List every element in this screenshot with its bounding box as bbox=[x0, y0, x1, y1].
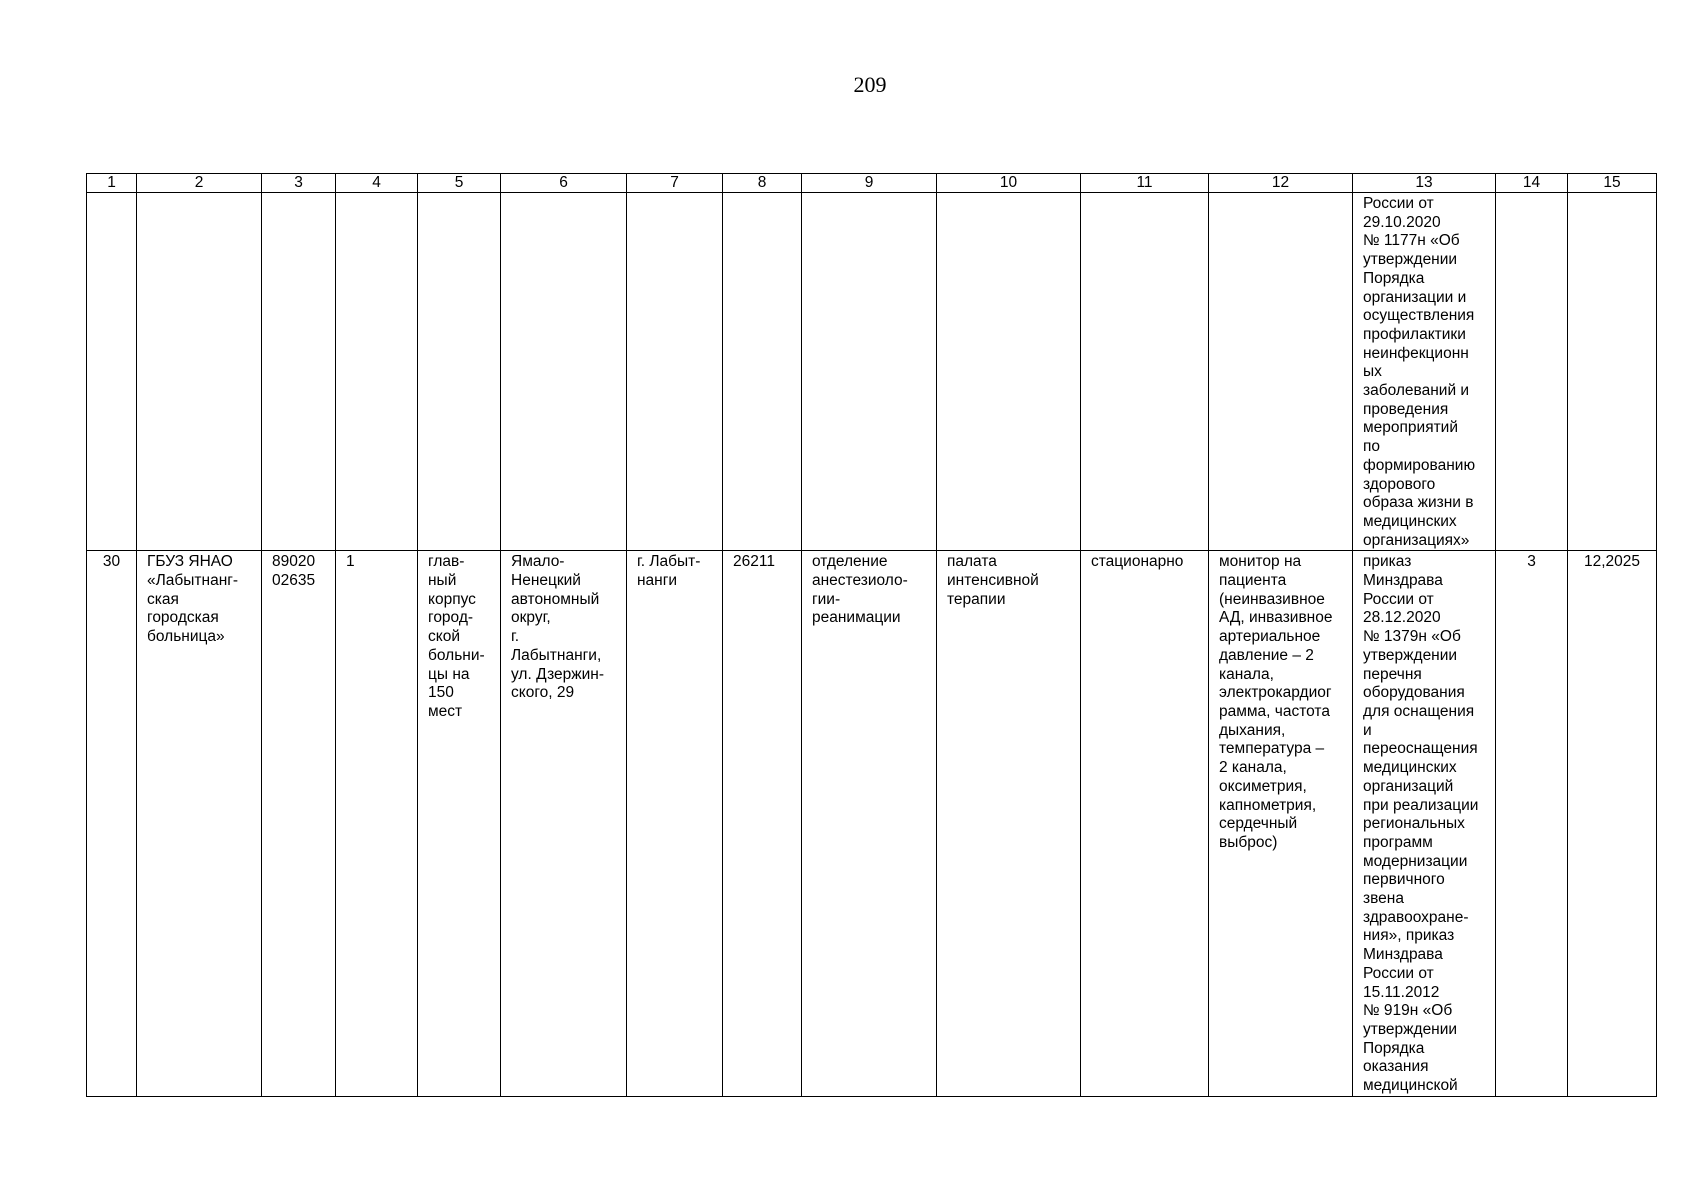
cell-text-line: гии- bbox=[812, 590, 841, 608]
table-cell-col-13 bbox=[1353, 551, 1496, 1096]
cell-text-line: и bbox=[1363, 721, 1372, 739]
cell-text-line: автономный bbox=[511, 590, 600, 608]
cell-text-line: по bbox=[1363, 438, 1381, 456]
cell-text-line: Порядка bbox=[1363, 1039, 1425, 1057]
table-cell-col-7 bbox=[627, 551, 723, 1096]
cell-text-line: больница» bbox=[147, 628, 225, 646]
cell-text-line: организаций bbox=[1363, 777, 1454, 795]
cell-text-line: медицинских bbox=[1363, 759, 1457, 777]
cell-text-line: ГБУЗ ЯНАО bbox=[147, 553, 233, 571]
cell-text-line: пациента bbox=[1219, 572, 1287, 590]
cell-text-line: утверждении bbox=[1363, 646, 1458, 664]
cell-text-line: первичного bbox=[1363, 871, 1445, 889]
cell-text-line: здорового bbox=[1363, 475, 1436, 493]
cell-text-line: АД, инвазивное bbox=[1219, 609, 1333, 627]
cell-text-line: (неинвазивное bbox=[1219, 590, 1325, 608]
cell-text-line: Ненецкий bbox=[511, 572, 581, 590]
cell-text-line: дыхания, bbox=[1219, 721, 1286, 739]
table-cell-col-14 bbox=[1496, 193, 1568, 551]
column-header-9: 9 bbox=[802, 174, 937, 193]
column-header-10: 10 bbox=[937, 174, 1081, 193]
cell-text-line: утверждении bbox=[1363, 251, 1458, 269]
cell-text-line: перечня bbox=[1363, 665, 1422, 683]
cell-text-line: монитор на bbox=[1219, 553, 1302, 571]
cell-text-line: оксиметрия, bbox=[1219, 777, 1307, 795]
cell-text-line: оборудования bbox=[1363, 684, 1465, 702]
column-header-14: 14 bbox=[1496, 174, 1568, 193]
cell-text-line: терапии bbox=[947, 590, 1006, 608]
cell-text-line: интенсивной bbox=[947, 572, 1039, 590]
table-cell-col-6 bbox=[501, 551, 627, 1096]
table-header-row bbox=[87, 174, 1657, 193]
cell-text-line: 12,2025 bbox=[1583, 553, 1641, 571]
table-cell-col-5 bbox=[418, 193, 501, 551]
cell-text-line: № 1177н «Об bbox=[1363, 232, 1460, 250]
table-cell-col-4 bbox=[336, 193, 418, 551]
cell-text-line: капнометрия, bbox=[1219, 796, 1317, 814]
cell-text-line: ская bbox=[147, 590, 179, 608]
cell-text-line: медицинской bbox=[1363, 1077, 1458, 1095]
cell-text-line: оказания bbox=[1363, 1058, 1429, 1076]
cell-text-line: 28.12.2020 bbox=[1363, 609, 1441, 627]
column-header-11: 11 bbox=[1081, 174, 1209, 193]
cell-text-line: № 919н «Об bbox=[1363, 1002, 1453, 1020]
cell-text-line: реанимации bbox=[812, 609, 901, 627]
column-header-8: 8 bbox=[723, 174, 802, 193]
table-cell-col-12 bbox=[1209, 551, 1353, 1096]
column-header-2: 2 bbox=[137, 174, 262, 193]
cell-text-line: модернизации bbox=[1363, 852, 1468, 870]
column-header-1: 1 bbox=[87, 174, 137, 193]
cell-text-line: образа жизни в bbox=[1363, 494, 1474, 512]
cell-text-line: 29.10.2020 bbox=[1363, 213, 1441, 231]
cell-text-line: медицинских bbox=[1363, 512, 1457, 530]
cell-text-line: 150 bbox=[428, 684, 454, 702]
table-cell-col-13 bbox=[1353, 193, 1496, 551]
cell-text-line: профилактики bbox=[1363, 325, 1466, 343]
cell-text-line: сердечный bbox=[1219, 815, 1298, 833]
table-row bbox=[87, 551, 1657, 1096]
cell-text-line: г. Лабыт- bbox=[637, 553, 701, 571]
column-header-4: 4 bbox=[336, 174, 418, 193]
cell-text-line: 30 bbox=[102, 553, 121, 571]
cell-text-line: мест bbox=[428, 702, 463, 720]
cell-text-line: для оснащения bbox=[1363, 702, 1475, 720]
cell-text-line: город- bbox=[428, 609, 474, 627]
cell-text-line: проведения bbox=[1363, 400, 1449, 418]
column-header-15: 15 bbox=[1568, 174, 1657, 193]
cell-text-line: стационарно bbox=[1091, 553, 1184, 571]
cell-text-line: переоснащения bbox=[1363, 740, 1478, 758]
table-cell-col-9 bbox=[802, 551, 937, 1096]
table-row bbox=[87, 193, 1657, 551]
cell-text-line: Минздрава bbox=[1363, 946, 1443, 964]
table-cell-col-6 bbox=[501, 193, 627, 551]
cell-text-line: канала, bbox=[1219, 665, 1274, 683]
cell-text-line: ых bbox=[1363, 363, 1382, 381]
cell-text-line: России от bbox=[1363, 195, 1434, 212]
table-cell-col-2 bbox=[137, 551, 262, 1096]
cell-text-line: при реализации bbox=[1363, 796, 1479, 814]
cell-text-line: артериальное bbox=[1219, 628, 1321, 646]
cell-text-line: Лабытнанги, bbox=[511, 646, 602, 664]
table-cell-col-1 bbox=[87, 551, 137, 1096]
cell-text-line: России от bbox=[1363, 964, 1434, 982]
table-cell-col-8 bbox=[723, 193, 802, 551]
cell-text-line: заболеваний и bbox=[1363, 382, 1470, 400]
column-header-6: 6 bbox=[501, 174, 627, 193]
table-cell-col-4 bbox=[336, 551, 418, 1096]
cell-text-line: отделение bbox=[812, 553, 888, 571]
cell-text-line: Минздрава bbox=[1363, 572, 1443, 590]
cell-text-line: глав- bbox=[428, 553, 465, 571]
cell-text-line: 26211 bbox=[733, 553, 775, 571]
column-header-12: 12 bbox=[1209, 174, 1353, 193]
cell-text-line: региональных bbox=[1363, 815, 1465, 833]
table-cell-col-11 bbox=[1081, 193, 1209, 551]
cell-text-line: организации и bbox=[1363, 288, 1467, 306]
table-cell-col-12 bbox=[1209, 193, 1353, 551]
cell-text-line: электрокардиог bbox=[1219, 684, 1332, 702]
table-cell-col-15 bbox=[1568, 551, 1657, 1096]
cell-text-line: больни- bbox=[428, 646, 485, 664]
cell-text-line: мероприятий bbox=[1363, 419, 1458, 437]
cell-text-line: звена bbox=[1363, 890, 1404, 908]
table-cell-col-1 bbox=[87, 193, 137, 551]
column-header-7: 7 bbox=[627, 174, 723, 193]
cell-text-line: «Лабытнанг- bbox=[147, 572, 239, 590]
cell-text-line: рамма, частота bbox=[1219, 702, 1330, 720]
cell-text-line: анестезиоло- bbox=[812, 572, 908, 590]
cell-text-line: 02635 bbox=[272, 572, 316, 590]
cell-text-line: давление – 2 bbox=[1219, 646, 1314, 664]
cell-text-line: Ямало- bbox=[511, 553, 565, 571]
column-header-5: 5 bbox=[418, 174, 501, 193]
cell-text-line: программ bbox=[1363, 833, 1433, 851]
cell-text-line: городская bbox=[147, 609, 219, 627]
table-cell-col-14 bbox=[1496, 551, 1568, 1096]
cell-text-line: 1 bbox=[346, 553, 355, 571]
table-cell-col-3 bbox=[262, 551, 336, 1096]
equipment-table bbox=[86, 173, 1657, 1097]
table-cell-col-10 bbox=[937, 193, 1081, 551]
cell-text-line: 3 bbox=[1527, 553, 1536, 571]
cell-text-line: ный bbox=[428, 572, 457, 590]
table-cell-col-9 bbox=[802, 193, 937, 551]
table-cell-col-3 bbox=[262, 193, 336, 551]
cell-text-line: нанги bbox=[637, 572, 678, 590]
table-cell-col-2 bbox=[137, 193, 262, 551]
column-header-13: 13 bbox=[1353, 174, 1496, 193]
table-cell-col-5 bbox=[418, 551, 501, 1096]
cell-text-line: Порядка bbox=[1363, 269, 1425, 287]
cell-text-line: ул. Дзержин- bbox=[511, 665, 604, 683]
cell-text-line: округ, bbox=[511, 609, 551, 627]
cell-text-line: корпус bbox=[428, 590, 476, 608]
cell-text-line: России от bbox=[1363, 590, 1434, 608]
cell-text-line: 15.11.2012 bbox=[1363, 983, 1440, 1001]
cell-text-line: здравоохране- bbox=[1363, 908, 1469, 926]
table-cell-col-15 bbox=[1568, 193, 1657, 551]
cell-text-line: температура – bbox=[1219, 740, 1325, 758]
cell-text-line: формированию bbox=[1363, 456, 1476, 474]
table-cell-col-7 bbox=[627, 193, 723, 551]
cell-text-line: осуществления bbox=[1363, 307, 1475, 325]
cell-text-line: цы на bbox=[428, 665, 470, 683]
column-header-3: 3 bbox=[262, 174, 336, 193]
cell-text-line: г. bbox=[511, 628, 520, 646]
cell-text-line: неинфекционн bbox=[1363, 344, 1469, 362]
cell-text-line: ния», приказ bbox=[1363, 927, 1455, 945]
cell-text-line: № 1379н «Об bbox=[1363, 628, 1461, 646]
cell-text-line: организациях» bbox=[1363, 531, 1470, 549]
cell-text-line: выброс) bbox=[1219, 833, 1278, 851]
table-cell-col-11 bbox=[1081, 551, 1209, 1096]
cell-text-line: ской bbox=[428, 628, 460, 646]
cell-text-line: 89020 bbox=[272, 553, 316, 571]
table-cell-col-10 bbox=[937, 551, 1081, 1096]
table-cell-col-8 bbox=[723, 551, 802, 1096]
cell-text-line: 2 канала, bbox=[1219, 759, 1287, 777]
cell-text-line: приказ bbox=[1363, 553, 1412, 571]
cell-text-line: ского, 29 bbox=[511, 684, 575, 702]
cell-text-line: утверждении bbox=[1363, 1020, 1458, 1038]
cell-text-line: палата bbox=[947, 553, 997, 571]
page-number: 209 bbox=[853, 72, 887, 97]
